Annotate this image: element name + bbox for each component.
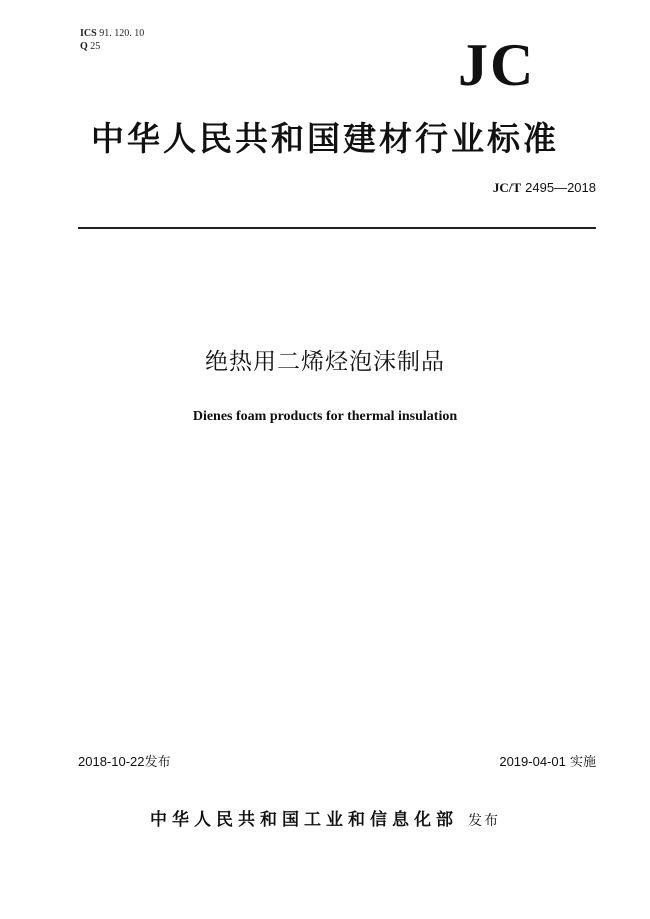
publisher-name: 中华人民共和国工业和信息化部 <box>150 810 458 830</box>
document-title-chinese: 绝热用二烯烃泡沫制品 <box>205 349 445 375</box>
issue-date <box>78 754 171 771</box>
issue-date-label: 发布 <box>144 755 171 770</box>
ccs-label: Q <box>80 41 88 52</box>
implementation-date <box>499 754 596 771</box>
standard-number-prefix: JC/T <box>492 180 522 195</box>
standard-category-title: 中华人民共和国建材行业标准 <box>91 119 559 158</box>
publisher-line <box>0 808 650 833</box>
ics-code: 91. 120. 10 <box>99 28 145 39</box>
standard-number-value: 2495—2018 <box>525 180 596 195</box>
classification-codes <box>80 27 144 53</box>
publish-label: 发布 <box>468 813 500 829</box>
ics-code-line <box>80 27 144 40</box>
ccs-code-line <box>80 40 144 53</box>
implementation-date-label: 实施 <box>569 755 596 770</box>
header-divider <box>78 227 596 229</box>
jc-logo: JC <box>458 32 536 98</box>
standard-number <box>390 180 596 197</box>
ccs-code: 25 <box>90 41 101 52</box>
document-title-english: Dienes foam products for thermal insulation <box>192 409 458 424</box>
ics-label: ICS <box>80 28 97 39</box>
issue-date-value: 2018-10-22 <box>78 754 145 769</box>
implementation-date-value: 2019-04-01 <box>499 754 566 769</box>
